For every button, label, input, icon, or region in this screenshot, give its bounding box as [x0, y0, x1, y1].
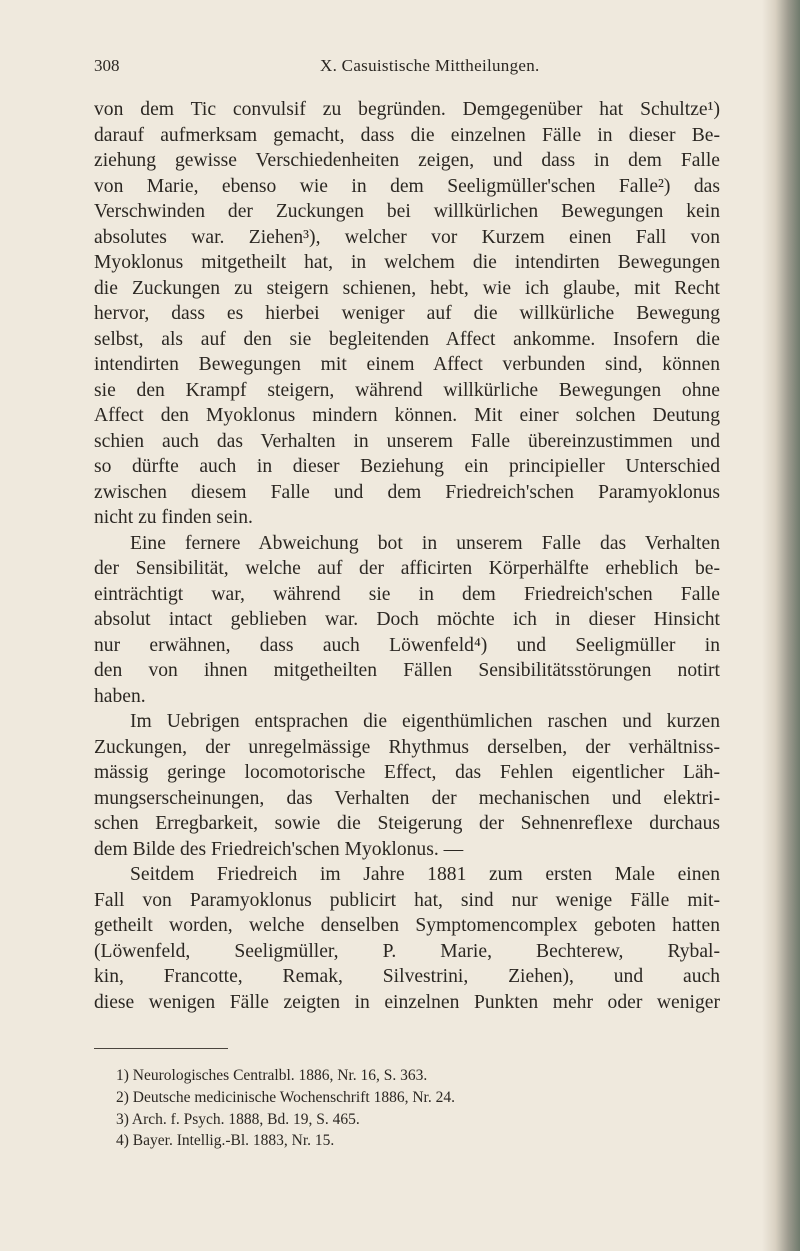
text-line: von dem Tic convulsif zu begründen. Demgegenüber hat Schultze¹): [94, 99, 720, 120]
text-line: Seitdem Friedreich im Jahre 1881 zum ersten Male einen: [130, 864, 720, 885]
text-line: schien auch das Verhalten in unserem Falle übereinzustimmen und: [94, 430, 720, 452]
text-line: intendirten Bewegungen mit einem Affect verbunden sind, können: [94, 354, 720, 375]
footnote: 2) Deutsche medicinische Wochenschrift 1886, Nr. 24.: [116, 1088, 455, 1106]
text-line: (Löwenfeld, Seeligmüller, P. Marie, Bechterew, Rybal-: [94, 940, 720, 962]
text-line: die Zuckungen zu steigern schienen, hebt, wie ich glaube, mit Recht: [94, 277, 720, 299]
text-line: Im Uebrigen entsprachen die eigenthümlichen raschen und kurzen: [130, 711, 720, 732]
text-line: diese wenigen Fälle zeigten in einzelnen Punkten mehr oder weniger: [94, 991, 720, 1013]
footnote: 4) Bayer. Intellig.-Bl. 1883, Nr. 15.: [116, 1132, 335, 1150]
footnote: 1) Neurologisches Centralbl. 1886, Nr. 16, S. 363.: [116, 1067, 428, 1084]
footnote-rule: [94, 1048, 228, 1049]
text-line: darauf aufmerksam gemacht, dass die einzelnen Fälle in dieser Be-: [94, 124, 720, 146]
text-line: einträchtigt war, während sie in dem Friedreich'schen Falle: [94, 583, 720, 605]
text-line: mungserscheinungen, das Verhalten der mechanischen und elektri-: [94, 787, 720, 809]
text-line: sie den Krampf steigern, während willkürliche Bewegungen ohne: [94, 379, 720, 401]
text-line: Myoklonus mitgetheilt hat, in welchem die intendirten Bewegungen: [94, 252, 720, 273]
text-line: hervor, dass es hierbei weniger auf die willkürliche Bewegung: [94, 303, 720, 324]
text-line: getheilt worden, welche denselben Symptomencomplex geboten hatten: [94, 915, 720, 936]
running-head: X. Casuistische Mittheilungen.: [320, 56, 540, 75]
text-line: Affect den Myoklonus mindern können. Mit einer solchen Deutung: [94, 405, 720, 426]
text-line: selbst, als auf den sie begleitenden Affect ankomme. Insofern die: [94, 328, 720, 350]
text-line: von Marie, ebenso wie in dem Seeligmüller'schen Falle²) das: [94, 175, 720, 197]
text-line: haben.: [94, 685, 146, 707]
page-number: 308: [94, 56, 120, 75]
text-line: Eine fernere Abweichung bot in unserem Falle das Verhalten: [130, 532, 720, 554]
text-line: so dürfte auch in dieser Beziehung ein principieller Unterschied: [94, 456, 720, 477]
text-line: schen Erregbarkeit, sowie die Steigerung der Sehnenreflexe durchaus: [94, 813, 720, 834]
text-line: mässig geringe locomotorische Effect, das Fehlen eigentlicher Läh-: [94, 762, 720, 783]
text-line: absolutes war. Ziehen³), welcher vor Kurzem einen Fall von: [94, 226, 720, 248]
text-line: den von ihnen mitgetheilten Fällen Sensibilitätsstörungen notirt: [94, 660, 720, 681]
text-line: der Sensibilität, welche auf der afficirten Körperhälfte erheblich be-: [94, 558, 720, 579]
text-line: Fall von Paramyoklonus publicirt hat, sind nur wenige Fälle mit-: [94, 889, 720, 911]
footnotes: [116, 1065, 636, 1152]
body-text: [94, 97, 720, 1015]
text-line: dem Bilde des Friedreich'schen Myoklonus. —: [94, 838, 464, 860]
text-line: absolut intact geblieben war. Doch möchte ich in dieser Hinsicht: [94, 609, 720, 630]
text-line: nur erwähnen, dass auch Löwenfeld⁴) und Seeligmüller in: [94, 634, 720, 656]
page-edge-shadow: [762, 0, 800, 1251]
text-line: zwischen diesem Falle und dem Friedreich'schen Paramyoklonus: [94, 481, 720, 503]
text-line: nicht zu finden sein.: [94, 507, 253, 528]
footnote: 3) Arch. f. Psych. 1888, Bd. 19, S. 465.: [116, 1110, 360, 1128]
page-header: [94, 56, 714, 84]
text-line: Zuckungen, der unregelmässige Rhythmus derselben, der verhältniss-: [94, 736, 720, 758]
text-line: Verschwinden der Zuckungen bei willkürlichen Bewegungen kein: [94, 201, 720, 222]
text-line: kin, Francotte, Remak, Silvestrini, Ziehen), und auch: [94, 966, 720, 987]
text-line: ziehung gewisse Verschiedenheiten zeigen, und dass in dem Falle: [94, 150, 720, 171]
